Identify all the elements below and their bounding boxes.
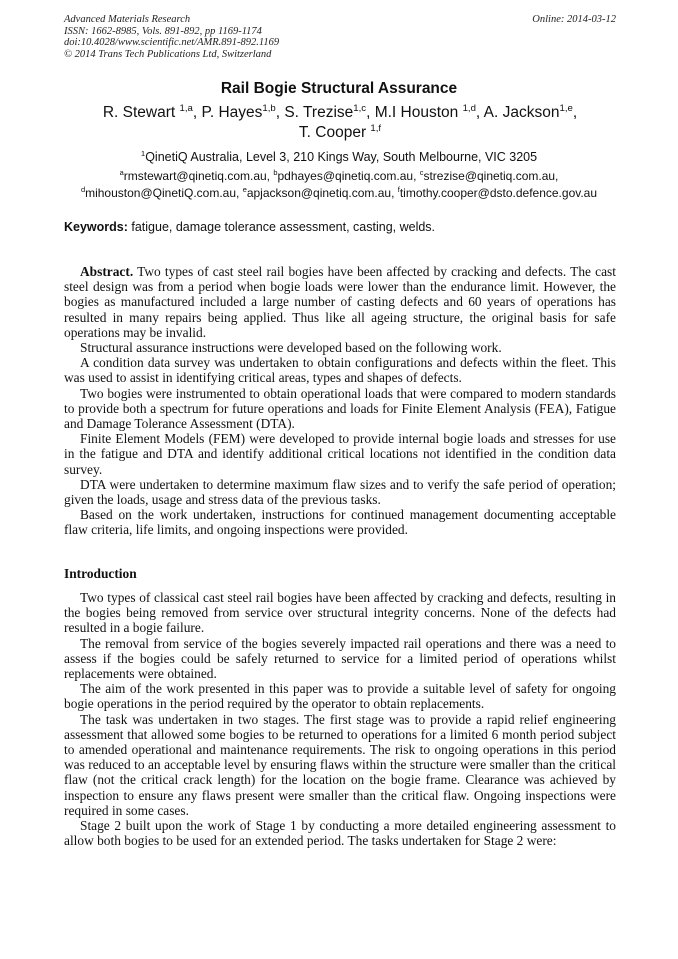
author-name: , S. Trezise [275,104,354,121]
paper-title: Rail Bogie Structural Assurance [220,80,458,97]
keywords-text: fatigue, damage tolerance assessment, casting, welds. [127,220,436,234]
copyright-line: © 2014 Trans Tech Publications Ltd, Switzerland [64,48,272,60]
author-affil-mark: 1,d [462,102,476,114]
email-mark: f [397,185,400,194]
journal-name: Advanced Materials Research [64,14,191,25]
email-mark: e [242,185,247,194]
email-address[interactable]: apjackson@qinetiq.com.au, [246,186,398,200]
author-name: , M.I Houston [366,104,463,121]
email-mark: c [419,168,424,177]
keywords-label: Keywords: [64,220,128,234]
intro-paragraph: The aim of the work presented in this paper was to provide a suitable level of safety for ongoing bogie operations in the period required by the operator to obtain replacements. [64,681,616,712]
abstract-paragraph: Finite Element Models (FEM) were developed to provide internal bogie loads and stresses for use in the fatigue and DTA and identify additional critical locations not identified in the condition data survey. [64,431,616,477]
abstract-label: Abstract. [80,264,134,279]
author-affil-mark: 1,a [179,102,193,114]
intro-paragraph: The task was undertaken in two stages. The first stage was to provide a rapid relief engineering assessment that allowed some bogies to be returned to operations for a limited 6 month period subject to amended operational and maintenance requirements. The risk to ongoing operations in this period was reduced to an acceptable level by ensuring flaws within the structure were smaller than the critical flaw (not the critical crack length) for the location on the bogie frame. Clearance was achieved by inspection to ensure any flaws present were smaller than the critical flaw. Ongoing inspections were required in some cases. [64,711,616,818]
doi-line: doi:10.4028/www.scientific.net/AMR.891-892.1169 [64,37,280,49]
online-date: Online: 2014-03-12 [532,14,616,25]
abstract-paragraph: A condition data survey was undertaken to obtain configurations and defects within the fleet. This was used to assist in identifying critical areas, types and shapes of defects. [64,355,616,386]
email-address[interactable]: strezise@qinetiq.com.au, [423,169,559,183]
author-affil-mark: 1,b [262,102,276,114]
abstract-paragraph: Structural assurance instructions were developed based on the following work. [80,340,502,356]
author-name: , P. Hayes [192,104,263,121]
email-mark: d [80,185,86,194]
abstract-text: Two types of cast steel rail bogies have been affected by cracking and defects. The cast steel design was from a period when bogie loads were lower than the endurance limit. However, the bogies as manufactured included a large number of casting defects and 60 years of operations has resulted in many repairs being applied. Thus like all ageing structure, the original basis for safe operations may be invalid. [64,264,616,340]
abstract-paragraph: Two bogies were instrumented to obtain operational loads that were compared to modern standards to provide both a spectrum for future operations and loads for Finite Element Analysis (FEA), Fatigue and Damage Tolerance Assessment (DTA). [64,385,616,432]
affiliation-text: QinetiQ Australia, Level 3, 210 Kings Way, South Melbourne, VIC 3205 [145,150,538,164]
author-separator: , [572,104,578,121]
abstract-paragraph: Based on the work undertaken, instructions for continued management documenting acceptable flaw criteria, life limits, and ongoing inspections were provided. [64,507,616,538]
introduction-section [64,590,616,848]
affiliation [0,150,678,164]
abstract-paragraph [64,264,616,340]
email-mark: b [273,168,278,177]
abstract-section [64,264,616,538]
email-mark: a [119,168,124,177]
intro-paragraph: Stage 2 built upon the work of Stage 1 by conducting a more detailed engineering assessment to allow both bogies to be used for an extended period. The tasks undertaken for Stage 2 were: [64,818,616,849]
abstract-paragraph: DTA were undertaken to determine maximum flaw sizes and to verify the safe period of operation; given the loads, usage and stress data of the previous tasks. [64,476,616,508]
email-address[interactable]: pdhayes@qinetiq.com.au, [277,169,420,183]
email-list [40,168,638,202]
author-name: T. Cooper [298,124,371,141]
section-heading-introduction: Introduction [64,566,137,581]
intro-paragraph: Two types of classical cast steel rail bogies have been affected by cracking and defects, resulting in the bogies being removed from service over structural integrity concerns. None of the defects had resulted in a bogie failure. [64,590,616,636]
author-affil-mark: 1,e [559,102,573,114]
author-list [60,103,620,143]
author-name: R. Stewart [102,104,180,121]
author-affil-mark: 1,f [370,122,382,134]
author-name: , A. Jackson [475,104,560,121]
publication-header [64,14,616,60]
email-address[interactable]: timothy.cooper@dsto.defence.gov.au [399,186,598,200]
email-address[interactable]: rmstewart@qinetiq.com.au, [123,169,274,183]
affiliation-mark: 1 [140,148,146,158]
keywords [64,220,616,234]
email-address[interactable]: mihouston@QinetiQ.com.au, [85,186,243,200]
intro-paragraph: The removal from service of the bogies severely impacted rail operations and there was a need to assess if the bogies could be safely returned to service for a limited period of operations whilst replacements were obtained. [64,635,616,682]
author-affil-mark: 1,c [353,102,367,114]
issn-line: ISSN: 1662-8985, Vols. 891-892, pp 1169-1174 [64,25,262,37]
